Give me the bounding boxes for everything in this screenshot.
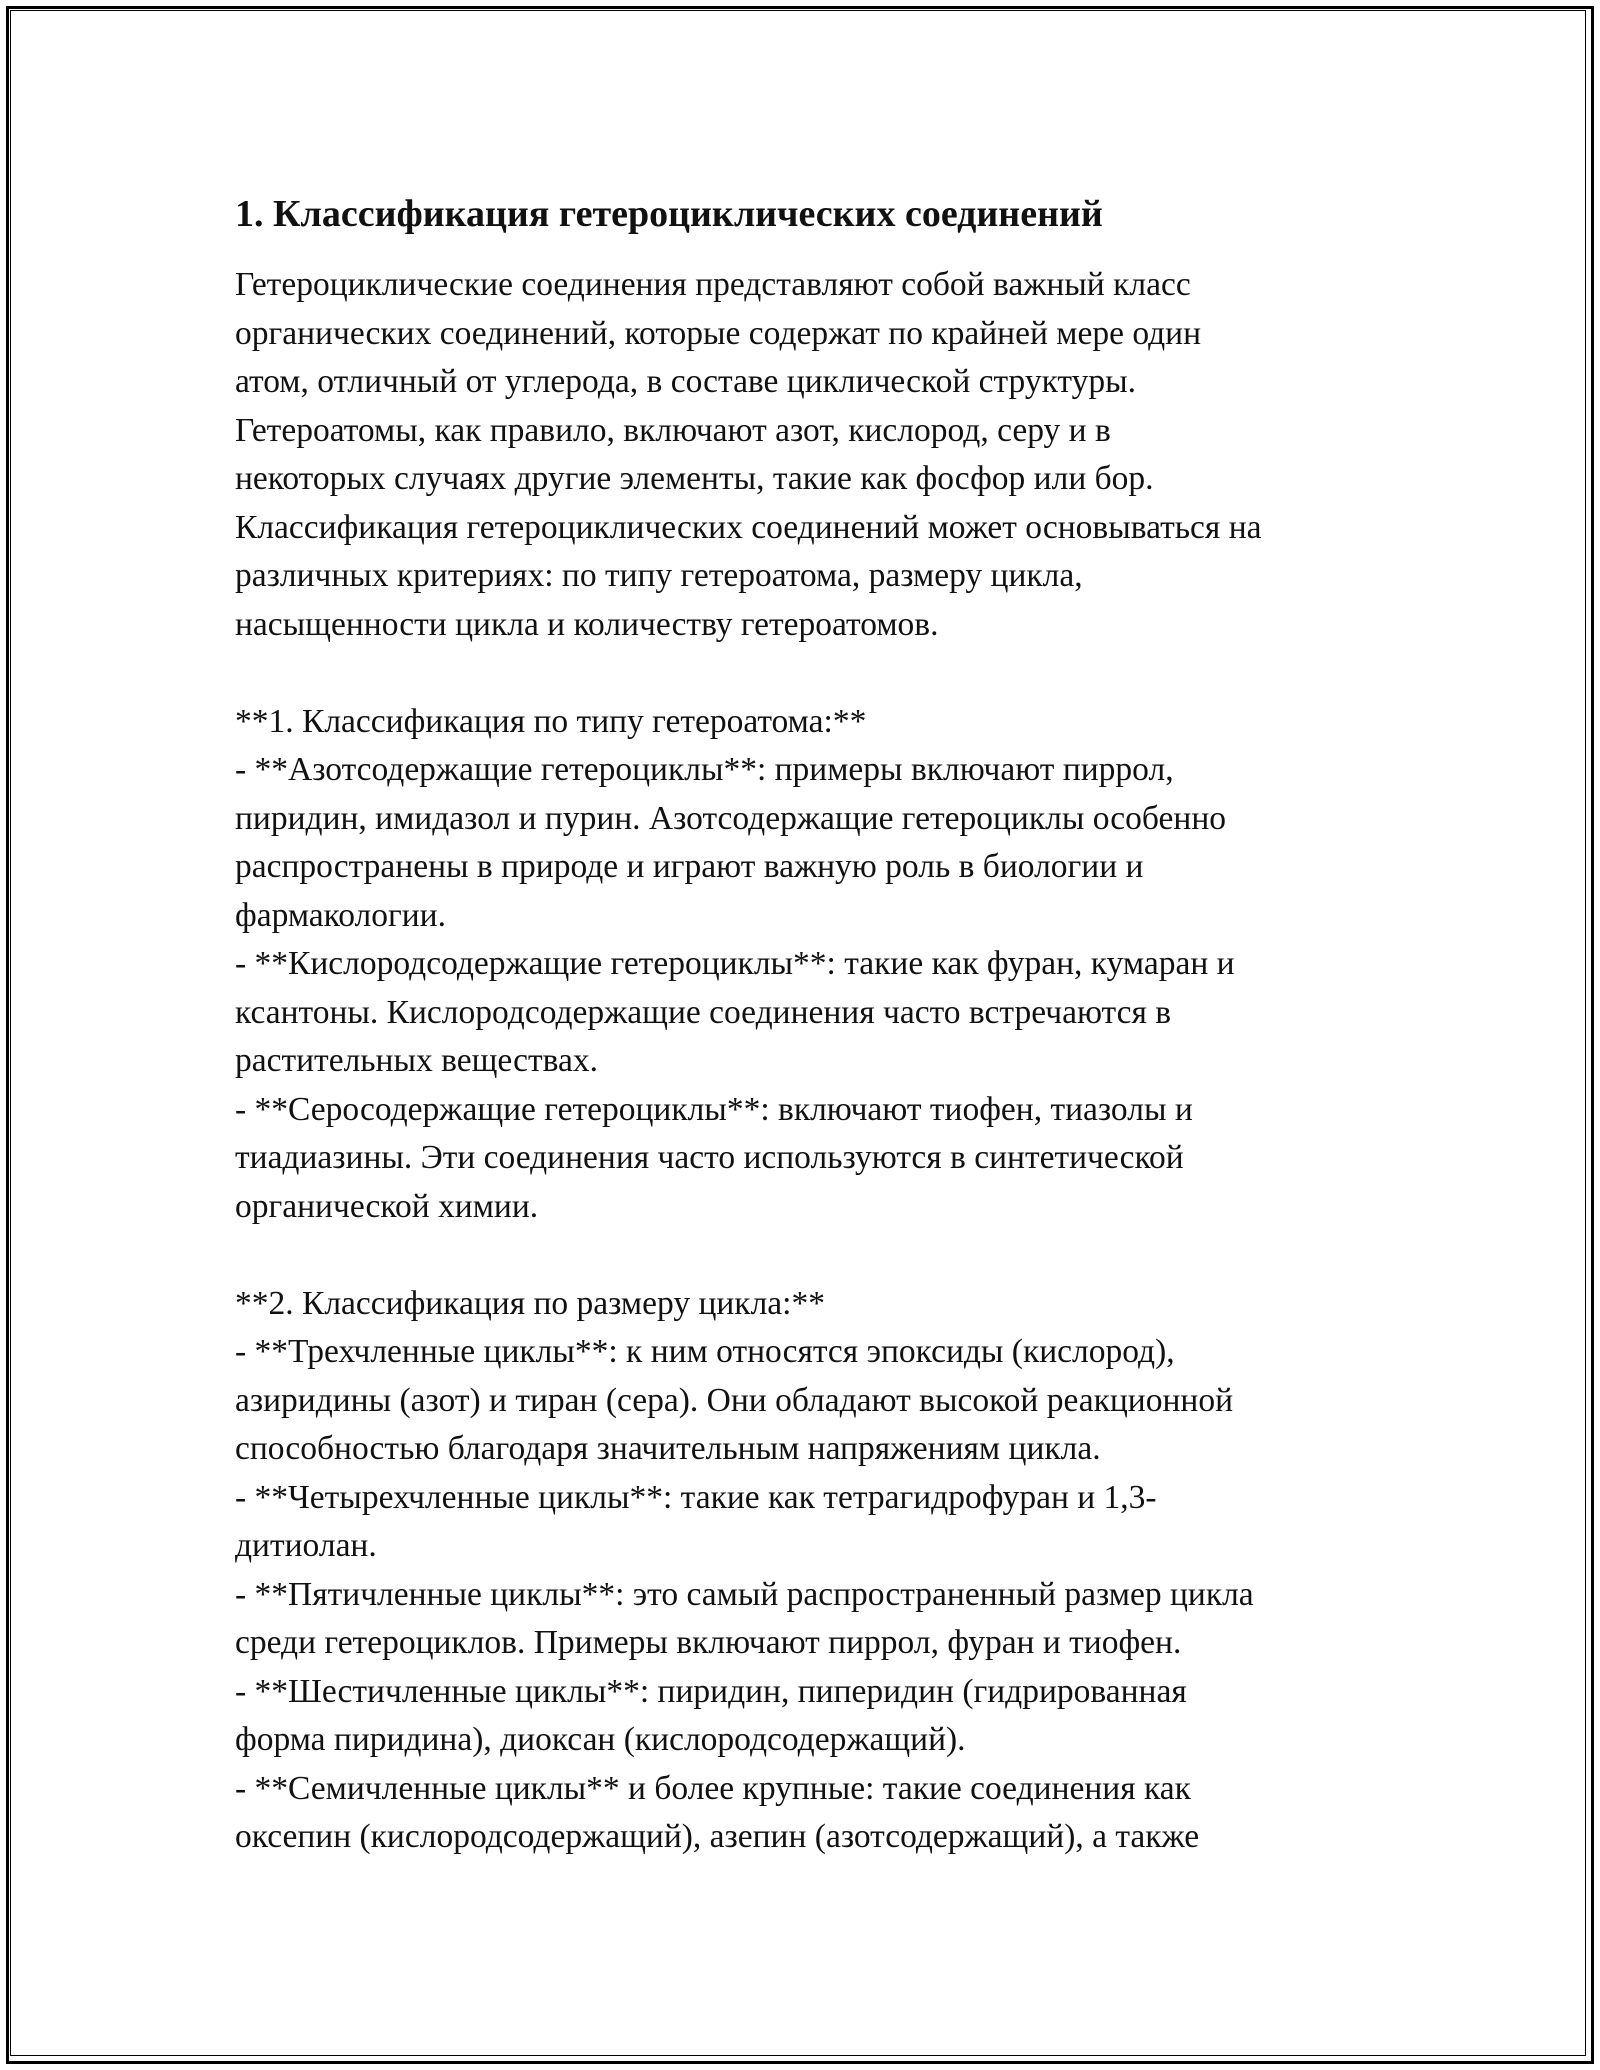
list-item-line: - **Семичленные циклы** и более крупные: такие соединения как — [235, 1769, 1191, 1807]
text-line: органической химии. — [235, 1187, 539, 1225]
list-item-line: - **Кислородсодержащие гетероциклы**: такие как фуран, кумаран и — [235, 945, 1235, 982]
subsection-heading-line: **1. Классификация по типу гетероатома:** — [235, 702, 867, 740]
text-line: форма пиридина), диоксан (кислородсодержащий). — [235, 1721, 966, 1758]
blank-line — [235, 1231, 1385, 1280]
text-line: азиридины (азот) и тиран (сера). Они обладают высокой реакционной — [235, 1381, 1234, 1419]
text-line: насыщенности цикла и количеству гетероатомов. — [235, 605, 939, 643]
text-line: пиридин, имидазол и пурин. Азотсодержащие гетероциклы особенно — [235, 799, 1226, 837]
text-line: тиадиазины. Эти соединения часто используются в синтетической — [235, 1139, 1184, 1176]
text-line: среди гетероциклов. Примеры включают пиррол, фуран и тиофен. — [235, 1624, 1182, 1661]
list-item-line: - **Азотсодержащие гетероциклы**: примеры включают пиррол, — [235, 751, 1174, 788]
list-item-line: - **Шестичленные циклы**: пиридин, пиперидин (гидрированная — [235, 1672, 1187, 1710]
text-line: дитиолан. — [235, 1527, 377, 1564]
text-line: Гетероатомы, как правило, включают азот, кислород, серу и в — [235, 411, 1111, 449]
list-item-line: - **Трехчленные циклы**: к ним относятся эпоксиды (кислород), — [235, 1333, 1175, 1370]
text-line: некоторых случаях другие элементы, такие как фосфор или бор. — [235, 460, 1154, 497]
text-line: оксепин (кислородсодержащий), азепин (азотсодержащий), а также — [235, 1818, 1200, 1855]
subsection-heading-line: **2. Классификация по размеру цикла:** — [235, 1284, 825, 1322]
document-page — [235, 190, 1385, 1862]
list-item-line: - **Пятичленные циклы**: это самый распространенный размер цикла — [235, 1575, 1254, 1613]
text-line: распространены в природе и играют важную роль в биологии и — [235, 848, 1144, 885]
text-line: способностью благодаря значительным напряжениям цикла. — [235, 1430, 1101, 1467]
text-line: Гетероциклические соединения представляют собой важный класс — [235, 266, 1191, 303]
text-line: Классификация гетероциклических соединений может основываться на — [235, 508, 1262, 546]
section-heading: 1. Классификация гетероциклических соединений — [235, 193, 1103, 235]
list-item-line: - **Серосодержащие гетероциклы**: включают тиофен, тиазолы и — [235, 1090, 1193, 1128]
text-line: органических соединений, которые содержат по крайней мере один — [235, 314, 1202, 352]
text-line: различных критериях: по типу гетероатома, размеру цикла, — [235, 557, 1083, 594]
document-body — [235, 261, 1385, 1862]
blank-line — [235, 649, 1385, 698]
text-line: фармакологии. — [235, 896, 446, 934]
text-line: атом, отличный от углерода, в составе циклической структуры. — [235, 363, 1137, 400]
list-item-line: - **Четырехчленные циклы**: такие как тетрагидрофуран и 1,3- — [235, 1478, 1157, 1516]
text-line: растительных веществах. — [235, 1042, 598, 1079]
text-line: ксантоны. Кислородсодержащие соединения часто встречаются в — [235, 993, 1172, 1031]
